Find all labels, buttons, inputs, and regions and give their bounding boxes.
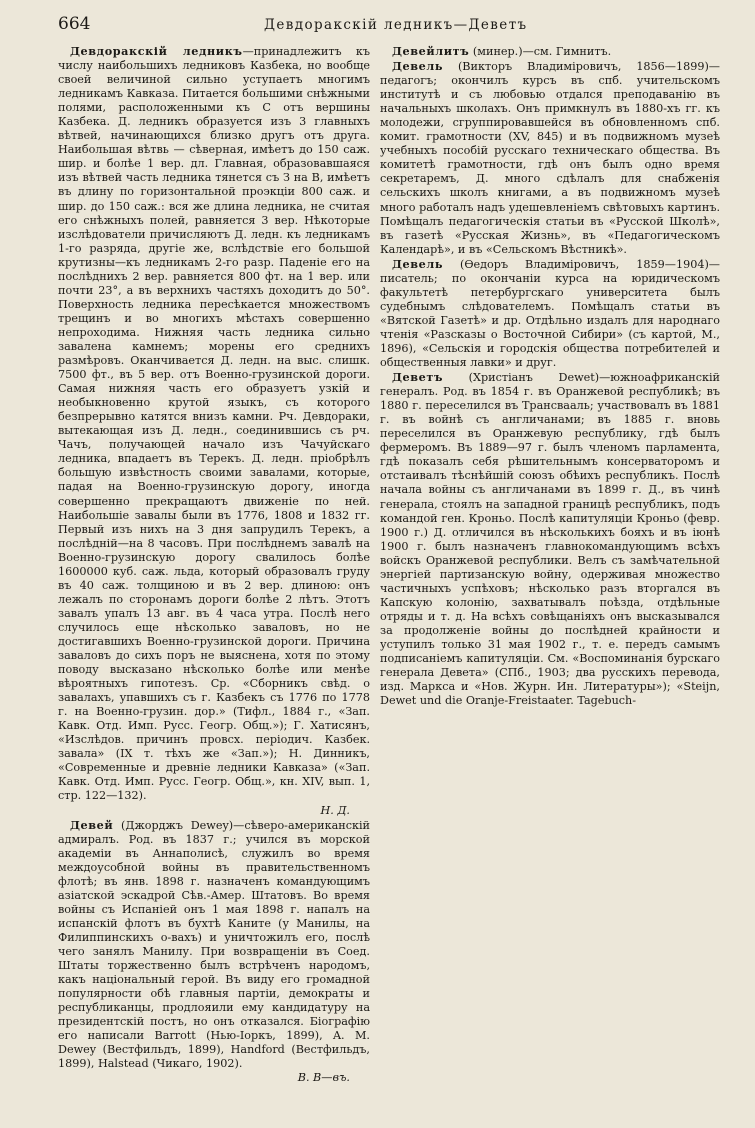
entry-devey <box>58 818 370 1086</box>
entry-text: (Викторъ Владиміровичъ, 1856—1899)—педагогъ; окончилъ курсъ въ спб. учительскомъ институтѣ и съ любовью отдался преподаванію въ начальныхъ школахъ. Онъ примкнулъ въ 1880-хъ гг. къ молодежи, сгруппировавшейся въ обновленномъ спб. комит. грамотности (XV, 845) и въ подвижномъ музеѣ учебныхъ пособій русскаго техническаго общества. Въ комитетѣ грамотности, гдѣ онъ былъ одно время секретаремъ, Д. много сдѣлалъ для снабженія сельскихъ школъ книгами, а въ подвижномъ музеѣ много работалъ надъ удешевленіемъ свѣтовыхъ картинъ. Помѣщалъ педагогическія статьи въ «Русской Школѣ», въ газетѣ «Русская Жизнь», въ «Педагогическомъ Календарѣ», и въ «Сельскомъ Вѣстникѣ». <box>380 60 720 256</box>
entry-deveylit <box>380 44 720 59</box>
entry-devel-fedor <box>380 257 720 370</box>
running-title: Девдоракскій ледникъ—Деветъ <box>264 17 528 33</box>
entry-devet <box>380 370 720 708</box>
text-columns <box>58 44 731 1085</box>
entry-headword: Деветъ <box>392 370 444 385</box>
entry-headword: Девдоракскій ледникъ <box>70 44 243 58</box>
entry-text: (минер.)—см. Гимнитъ. <box>469 45 612 58</box>
entry-headword: Девей <box>70 817 114 832</box>
entry-text: (Христіанъ Dewet)—южноафриканскій генералъ. Род. въ 1854 г. въ Оранжевой республикѣ; въ 1880 г. переселился въ Трансвааль; участвовалъ въ 1881 г. въ войнѣ съ англичанами; въ 1885 г. вновь переселился въ Оранжевую республику, гдѣ былъ фермеромъ. Въ 1889—97 г. былъ членомъ парламента, гдѣ показалъ себя рѣшительнымъ консерваторомъ и отстаивалъ тѣснѣйшій союзъ обѣихъ республикъ. Послѣ начала войны съ англичанами въ 1899 г. Д., въ чинѣ генерала, стоялъ на западной границѣ республикъ, подъ командой ген. Кроньо. Послѣ капитуляціи Кроньо (февр. 1900 г.) Д. отличился въ нѣсколькихъ бояхъ и въ іюнѣ 1900 г. былъ назначенъ главнокомандующимъ всѣхъ войскъ Оранжевой республики. Велъ съ замѣчательной энергіей партизанскую войну, одерживая множество частичныхъ успѣховъ; нѣсколько разъ вторгался въ Капскую колонію, захватывалъ поѣзда, отдѣльные отряды и т. д. На всѣхъ совѣщаніяхъ онъ высказывался за продолженіе войны до послѣдней крайности и уступилъ только 31 мая 1902 г., т. е. передъ самымъ подписаніемъ капитуляціи. См. «Воспоминанія бурскаго генерала Девета» (СПб., 1903; два русскихъ перевода, изд. Маркса и «Нов. Журн. Ин. Литературы»); «Steijn, Dewet und die Oranje-Freistaater. Tagebuch- <box>380 371 720 708</box>
entry-text: (Ѳедоръ Владиміровичъ, 1859—1904)—писатель; по окончаніи курса на юридическомъ факультетѣ петербургскаго университета былъ судебнымъ слѣдователемъ. Помѣщалъ статьи въ «Вятской Газетѣ» и др. Отдѣльно издалъ для народнаго чтенія «Разсказы о Восточной Сибири» (съ картой, М., 1896), «Сельскія и городскія общества потребителей и общественныя лавки» и друг. <box>380 257 720 370</box>
right-column <box>380 44 720 1085</box>
entry-text: —принадлежитъ къ числу наибольшихъ ледниковъ Казбека, но вообще своей величиной сильно уступаетъ многимъ ледникамъ Кавказа. Питается большими снѣжными полями, расположенными къ С отъ вершины Казбека. Д. ледникъ образуется изъ 3 главныхъ вѣтвей, начинающихся близко другъ отъ друга. Наибольшая вѣтвь — сѣверная, имѣетъ до 150 саж. шир. и болѣе 1 вер. дл. Главная, образовавшаяся изъ вѣтвей часть ледника тянется съ З на В, имѣетъ въ длину по горизонтальной проэкціи 800 саж. и шир. до 150 саж.: вся же длина ледника, не считая его снѣжныхъ полей, равняется 3 вер. Нѣкоторые изслѣдователи причисляютъ Д. ледн. къ ледникамъ 1-го разряда, другіе же, вслѣдствіе его большой крутизны—къ ледникамъ 2-го разр. Паденіе его на послѣднихъ 2 вер. равняется 800 фт. на 1 вер. или почти 23°, а въ верхнихъ частяхъ доходитъ до 50°. Поверхность ледника пересѣкается множествомъ трещинъ и во многихъ мѣстахъ совершенно непроходима. Нижняя часть ледника сильно завалена камнемъ; морены его среднихъ размѣровъ. Оканчивается Д. ледн. на выс. слишк. 7500 фт., въ 5 вер. отъ Военно-грузинской дороги. Самая нижняя часть его образуетъ узкій и необыкновенно крутой языкъ, съ которого безпрерывно катятся внизъ камни. Рч. Девдораки, вытекающая изъ Д. ледн., соединившись съ рч. Чачъ, получающей начало изъ Чачуйскаго ледника, впадаетъ въ Терекъ. Д. ледн. пріобрѣлъ большую извѣстность своими завалами, которые, падая на Военно-грузинскую дорогу, иногда совершенно прекращаютъ движеніе по ней. Наибольшіе завалы были въ 1776, 1808 и 1832 гг. Первый изъ нихъ на 3 дня запрудилъ Терекъ, а послѣдній—на 8 часовъ. При послѣднемъ завалѣ на Военно-грузинскую дорогу свалилось болѣе 1600000 куб. саж. льда, который образовалъ груду въ 40 саж. толщиною и въ 2 вер. длиною: онъ лежалъ по сторонамъ дороги болѣе 2 лѣтъ. Этотъ завалъ упалъ 13 авг. въ 4 часа утра. Послѣ него случилось еще нѣсколько заваловъ, но не достигавшихъ Военно-грузинской дороги. Причина заваловъ до сихъ поръ не выяснена, хотя по этому поводу высказано нѣсколько болѣе или менѣе вѣроятныхъ гипотезъ. Ср. «Сборникъ свѣд. о завалахъ, упавшихъ съ г. Казбекъ съ 1776 по 1778 г. на Военно-грузин. дор.» (Тифл., 1884 г., «Зап. Кавк. Отд. Имп. Русс. Геогр. Общ.»); Г. Хатисянъ, «Изслѣдов. причинъ провсх. періодич. Казбек. завала» (IX т. тѣхъ же «Зап.»); Н. Динникъ, «Современные и древніе ледники Кавказа» («Зап. Кавк. Отд. Имп. Русс. Геогр. Общ.», кн. XIV, вып. 1, стр. 122—132). <box>58 45 370 803</box>
entry-signature: В. В—въ. <box>297 1071 350 1085</box>
entry-devel-viktor <box>380 59 720 257</box>
entry-headword: Девейлитъ <box>392 44 470 58</box>
entry-signature: Н. Д. <box>320 803 350 817</box>
entry-headword: Девель <box>392 59 444 74</box>
left-column <box>58 44 370 1085</box>
page-header <box>58 14 731 40</box>
entry-headword: Девель <box>392 256 444 271</box>
entry-text: (Джорджъ Dewey)—сѣверо-американскій адмиралъ. Род. въ 1837 г.; учился въ морской академіи въ Аннаполисѣ, служилъ во время междоусобной войны въ правительственномъ флотѣ; въ янв. 1898 г. назначенъ командующимъ азіатской эскадрой Сѣв.-Амер. Штатовъ. Во время войны съ Испаніей онъ 1 мая 1898 г. напалъ на испанскій флотъ въ бухтѣ Каните (у Манилы, на Филиппинскихъ о-вахъ) и уничтожилъ его, послѣ чего занялъ Манилу. При возвращеніи въ Соед. Штаты торжественно былъ встрѣченъ народомъ, какъ національный герой. Въ виду его громадной популярности обѣ главныя партіи, демократы и республиканцы, продлояили ему кандидатуру на президентскій постъ, но онъ отказался. Біографію его написали Barrott (Нью-Іоркъ, 1899), A. M. Dewey (Вестфильдъ, 1899), Handford (Вестфильдъ, 1899), Halstead (Чикаго, 1902). <box>58 818 370 1071</box>
page-number: 664 <box>58 14 91 34</box>
entry-devdoraksky-glacier <box>58 44 370 818</box>
